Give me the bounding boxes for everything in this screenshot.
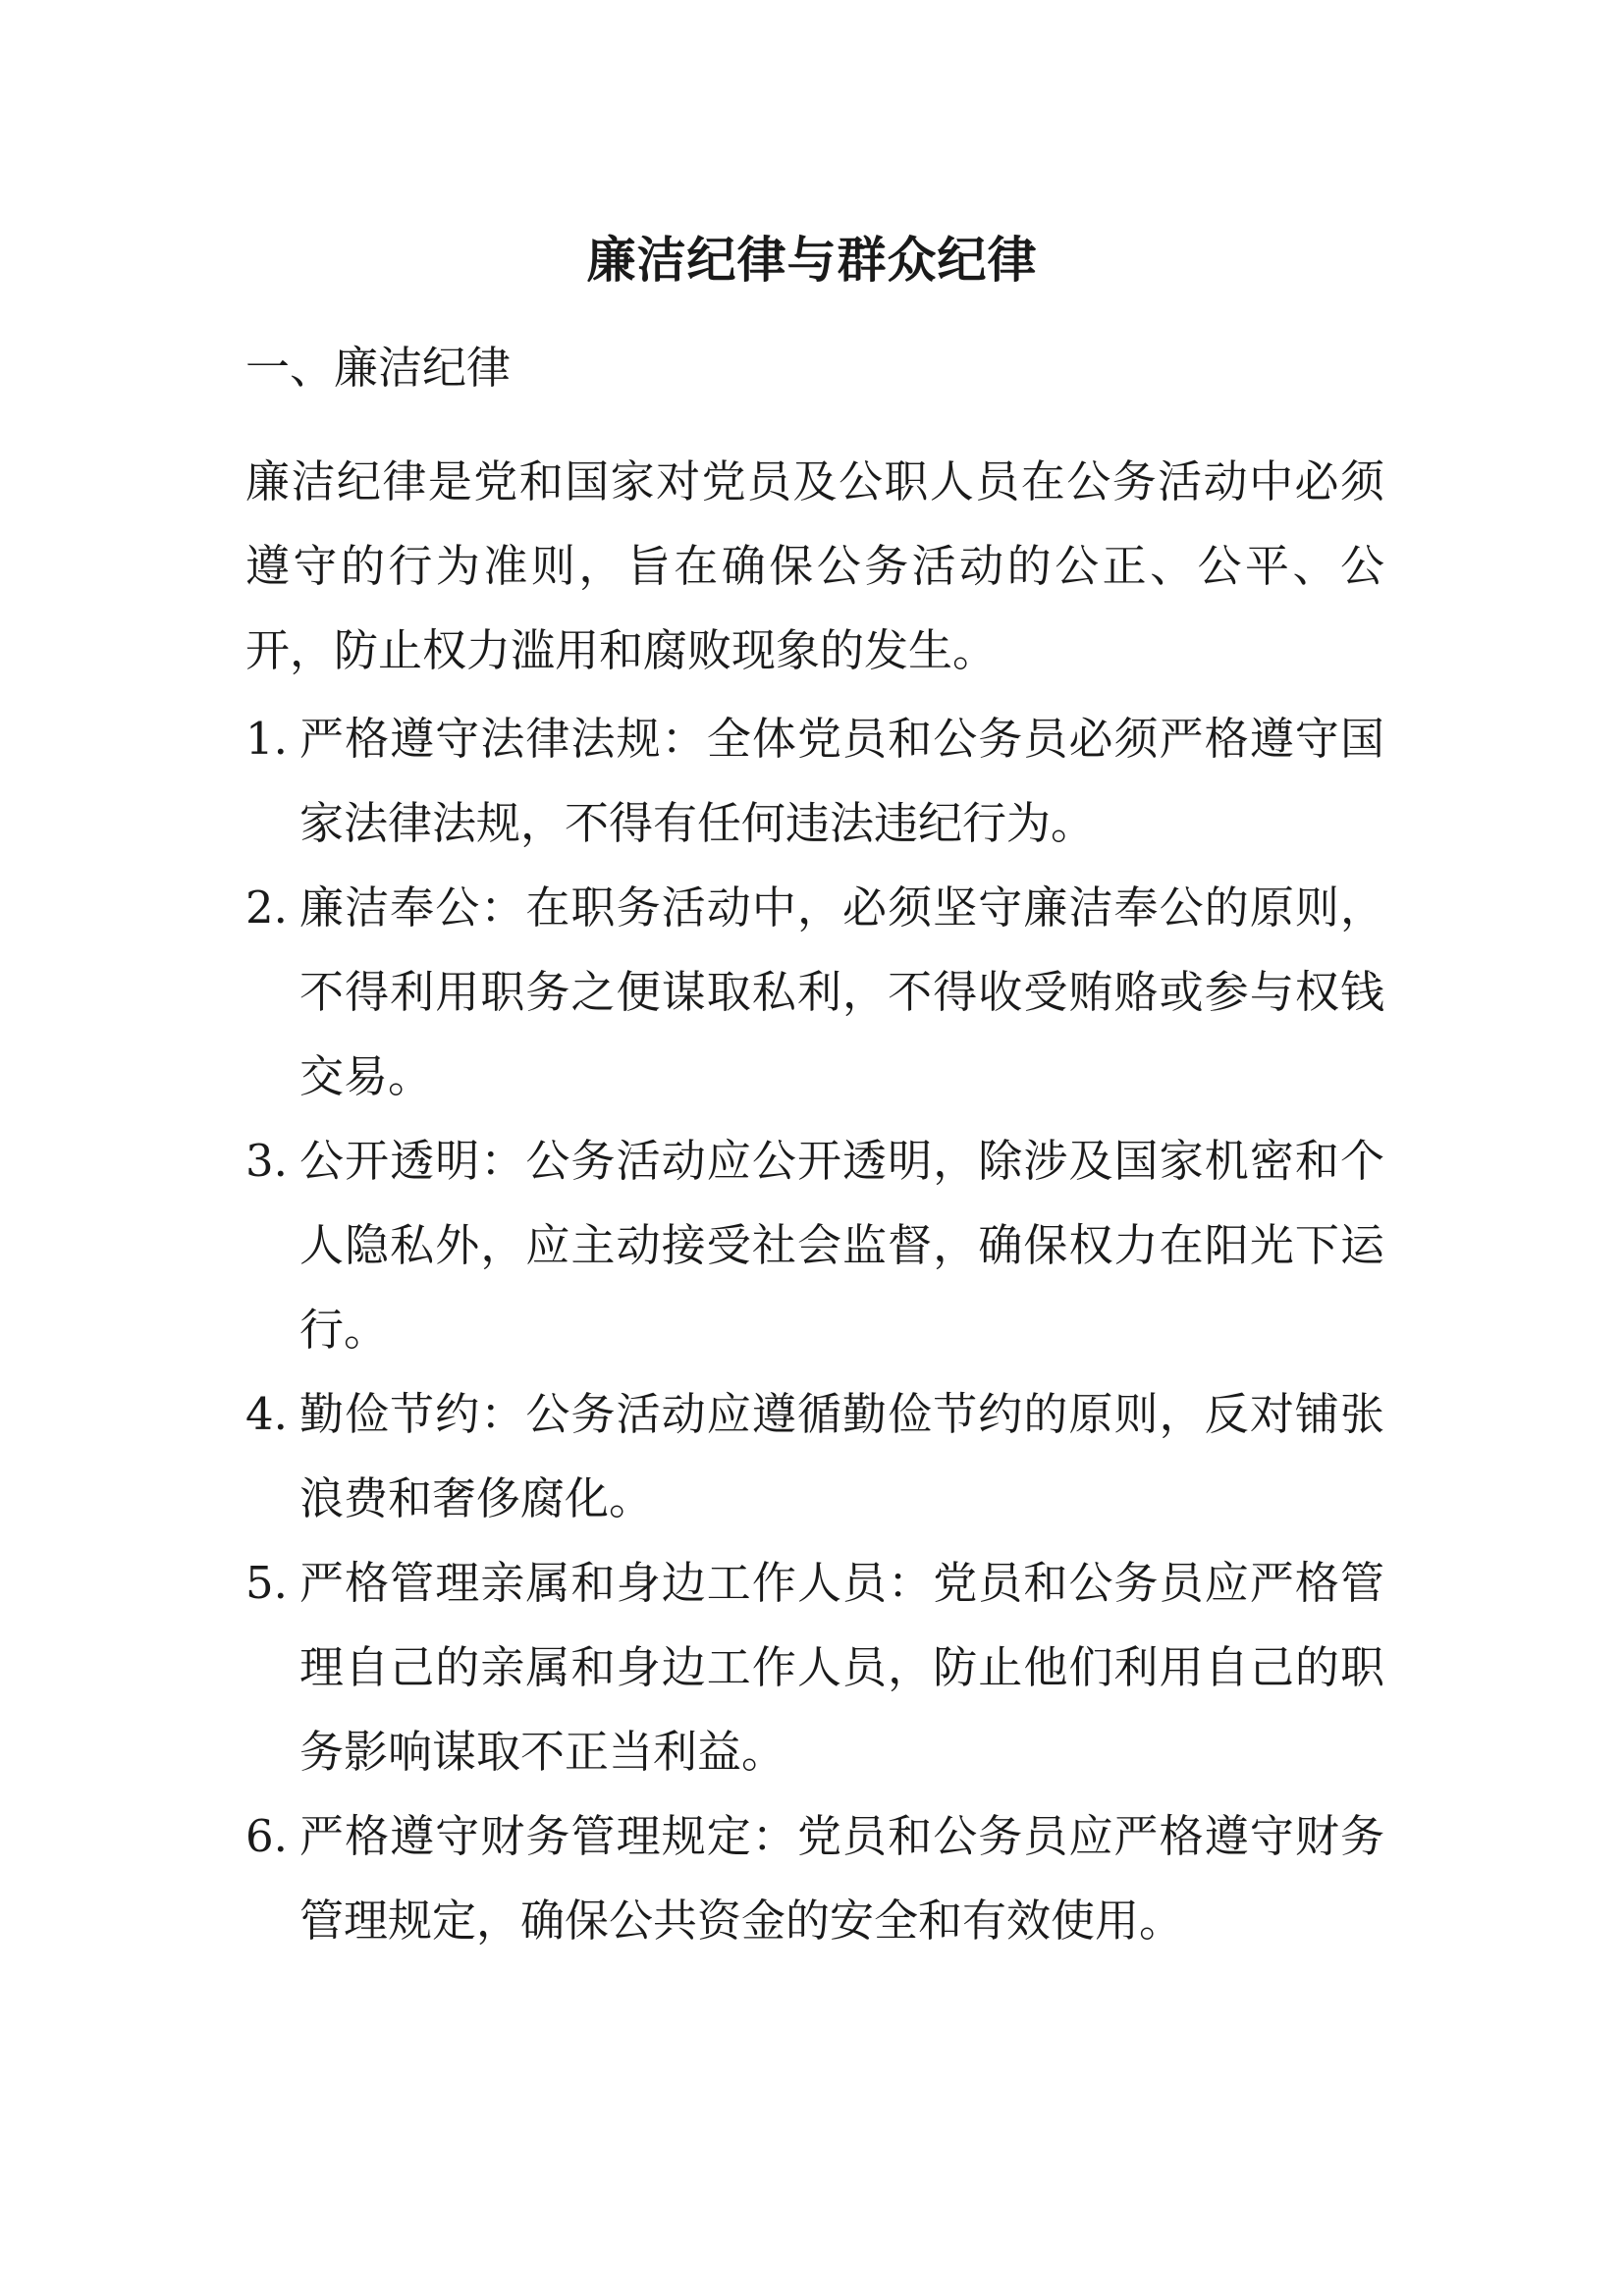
rules-list: [245, 697, 1384, 1963]
rule-number: 3.: [245, 1135, 288, 1187]
intro-paragraph: 廉洁纪律是党和国家对党员及公职人员在公务活动中必须遵守的行为准则，旨在确保公务活动的公正、公平、公开，防止权力滥用和腐败现象的发生。: [245, 455, 1384, 676]
rule-item: [245, 697, 1384, 866]
rule-item: [245, 1372, 1384, 1541]
rule-text: 严格管理亲属和身边工作人员：党员和公务员应严格管理自己的亲属和身边工作人员，防止他们利用自己的职务影响谋取不正当利益。: [299, 1557, 1384, 1778]
rule-number: 5.: [245, 1557, 288, 1609]
rule-text: 严格遵守法律法规：全体党员和公务员必须严格遵守国家法律法规，不得有任何违法违纪行为。: [299, 713, 1384, 849]
rule-item: [245, 1119, 1384, 1372]
rule-number: 6.: [245, 1810, 288, 1862]
document-title: 廉洁纪律与群众纪律: [586, 231, 1038, 289]
rule-text: 勤俭节约：公务活动应遵循勤俭节约的原则，反对铺张浪费和奢侈腐化。: [299, 1388, 1384, 1524]
rule-text: 廉洁奉公：在职务活动中，必须坚守廉洁奉公的原则，不得利用职务之便谋取私利，不得收受贿赂或参与权钱交易。: [299, 881, 1384, 1102]
section-heading: 一、廉洁纪律: [245, 342, 512, 394]
rule-text: 公开透明：公务活动应公开透明，除涉及国家机密和个人隐私外，应主动接受社会监督，确保权力在阳光下运行。: [299, 1135, 1384, 1356]
rule-item: [245, 1541, 1384, 1794]
rule-number: 4.: [245, 1388, 288, 1440]
rule-number: 1.: [245, 713, 288, 765]
rule-item: [245, 1794, 1384, 1963]
rule-item: [245, 866, 1384, 1119]
rule-text: 严格遵守财务管理规定：党员和公务员应严格遵守财务管理规定，确保公共资金的安全和有效使用。: [299, 1810, 1384, 1947]
rule-number: 2.: [245, 881, 288, 934]
